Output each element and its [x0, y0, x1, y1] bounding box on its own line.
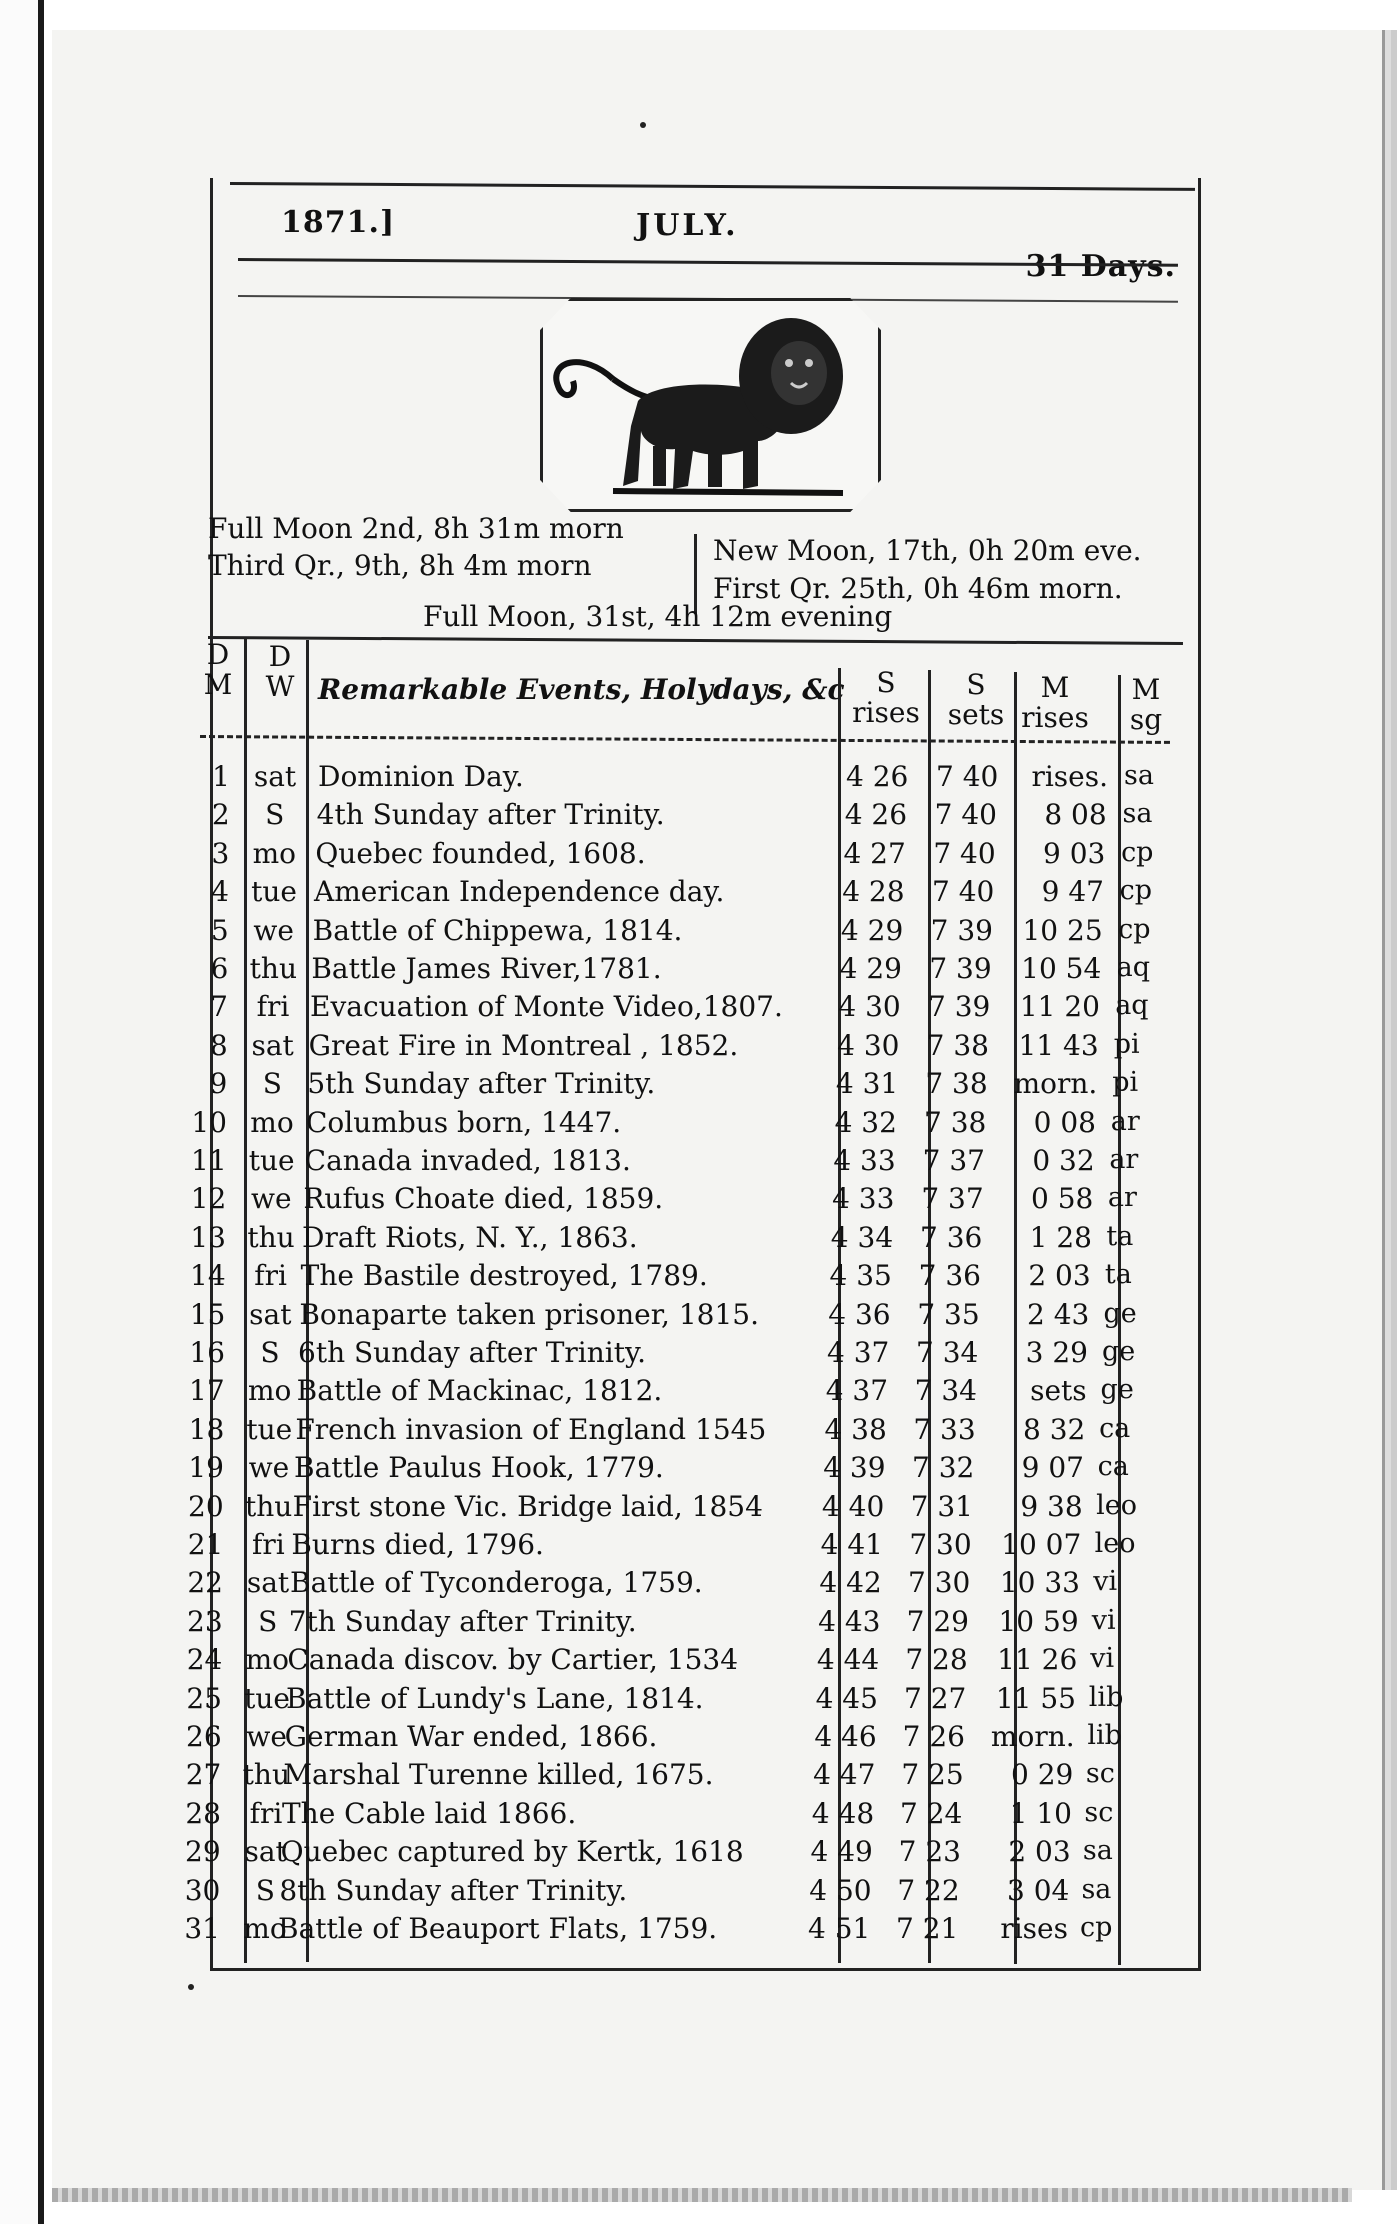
- zodiac-emblem: [540, 298, 881, 512]
- day-of-month: 13: [190, 1220, 226, 1254]
- day-of-week: mo: [250, 1105, 294, 1139]
- sun-sets: 7 31: [910, 1489, 973, 1523]
- sun-sets: 7 38: [925, 1067, 988, 1101]
- moon-rises: 3 04: [1006, 1873, 1070, 1907]
- ink-speck: [188, 1984, 194, 1990]
- sun-rises: 4 50: [809, 1873, 872, 1907]
- day-of-week: sat: [244, 1835, 287, 1869]
- sun-rises: 4 34: [830, 1220, 894, 1254]
- table-row: [0, 1221, 1400, 1258]
- day-of-week: fri: [254, 1259, 287, 1293]
- sun-sets: 7 34: [914, 1374, 977, 1408]
- first-quarter-text: First Qr. 25th, 0h 46m morn.: [713, 572, 1123, 605]
- moon-rises: 8 08: [1044, 798, 1107, 832]
- moon-sign: aq: [1116, 952, 1151, 983]
- sun-rises: 4 30: [838, 990, 901, 1024]
- sun-sets: 7 25: [901, 1758, 964, 1792]
- moon-rises: 1 28: [1029, 1220, 1092, 1254]
- moon-sign: cp: [1119, 875, 1152, 907]
- sun-rises: 4 51: [808, 1912, 871, 1945]
- lion-icon: [543, 301, 878, 509]
- col-ms-bottom: sg: [1129, 703, 1163, 736]
- moon-rises: 10 33: [999, 1566, 1080, 1600]
- col-ss-bottom: sets: [947, 698, 1005, 731]
- day-of-month: 30: [184, 1873, 221, 1907]
- table-row: [0, 1144, 1400, 1181]
- day-of-month: 14: [190, 1259, 226, 1293]
- sun-rises: 4 47: [813, 1758, 876, 1792]
- day-of-month: 19: [188, 1451, 224, 1485]
- col-sun-sets: [936, 670, 1016, 730]
- col-sr-bottom: rises: [852, 696, 920, 729]
- col-moon-sign: [1122, 675, 1170, 735]
- sun-rises: 4 29: [839, 952, 902, 985]
- moon-sign: leo: [1096, 1489, 1137, 1521]
- day-of-week: fri: [249, 1796, 283, 1830]
- sun-sets: 7 39: [929, 952, 992, 985]
- sun-sets: 7 30: [908, 1566, 971, 1600]
- day-of-month: 2: [211, 798, 230, 832]
- moon-sign: sa: [1124, 760, 1154, 791]
- table-row: [0, 952, 1400, 989]
- sun-sets: 7 32: [912, 1451, 975, 1485]
- moon-rises: 2 03: [1008, 1835, 1071, 1869]
- day-of-week: we: [253, 913, 294, 947]
- sun-rises: 4 36: [828, 1297, 891, 1331]
- event-text: Battle James River,1781.: [311, 952, 662, 985]
- table-row: [0, 990, 1400, 1027]
- day-of-week: tue: [251, 875, 297, 909]
- sun-sets: 7 26: [902, 1720, 965, 1753]
- sun-rises: 4 27: [843, 836, 906, 870]
- moon-sign: cp: [1080, 1912, 1113, 1943]
- table-row: [0, 1682, 1400, 1719]
- sun-sets: 7 35: [917, 1297, 980, 1331]
- sun-rises: 4 32: [834, 1105, 897, 1139]
- day-of-week: sat: [246, 1566, 290, 1600]
- moon-rises: 9 38: [1020, 1489, 1083, 1523]
- day-of-week: thu: [247, 1220, 295, 1254]
- sun-sets: 7 37: [922, 1144, 985, 1177]
- page-edge: [52, 2188, 1352, 2202]
- moon-sign: sc: [1085, 1758, 1115, 1790]
- sun-rises: 4 30: [837, 1028, 900, 1062]
- day-of-month: 25: [186, 1681, 222, 1715]
- moon-sign: ge: [1102, 1336, 1136, 1367]
- day-of-month: 7: [210, 990, 228, 1024]
- event-text: Dominion Day.: [318, 760, 524, 793]
- day-of-week: tue: [248, 1144, 295, 1177]
- moon-rises: 0 32: [1032, 1144, 1095, 1177]
- event-text: Canada invaded, 1813.: [304, 1144, 631, 1177]
- sun-rises: 4 43: [818, 1604, 881, 1638]
- day-of-month: 4: [211, 875, 229, 909]
- sun-rises: 4 33: [832, 1182, 895, 1216]
- event-text: German War ended, 1866.: [284, 1720, 658, 1753]
- day-of-week: S: [265, 798, 285, 832]
- event-text: Great Fire in Montreal , 1852.: [308, 1028, 739, 1062]
- moon-rises: 2 43: [1026, 1297, 1090, 1331]
- moon-rises: 11 55: [995, 1681, 1076, 1715]
- moon-sign: ta: [1104, 1259, 1132, 1291]
- sun-sets: 7 38: [924, 1105, 987, 1139]
- sun-sets: 7 34: [916, 1336, 979, 1369]
- moon-sign: ca: [1097, 1451, 1129, 1483]
- sun-rises: 4 33: [833, 1144, 896, 1177]
- day-of-week: mo: [243, 1912, 287, 1945]
- days-count: 31 Days.: [1025, 249, 1176, 284]
- day-of-week: S: [260, 1336, 280, 1369]
- event-text: 7th Sunday after Trinity.: [288, 1604, 637, 1638]
- moon-sign: vi: [1090, 1643, 1115, 1675]
- sun-rises: 4 39: [823, 1451, 886, 1485]
- table-row: [0, 875, 1400, 912]
- moon-rises: rises: [1000, 1912, 1068, 1945]
- col-dm: [200, 640, 236, 700]
- event-text: 4th Sunday after Trinity.: [316, 798, 665, 832]
- event-text: 6th Sunday after Trinity.: [298, 1336, 647, 1369]
- day-of-week: we: [251, 1182, 292, 1216]
- col-dm-top: D: [206, 638, 230, 671]
- event-text: French invasion of England 1545: [295, 1412, 767, 1446]
- sun-sets: 7 23: [898, 1835, 961, 1869]
- table-row: [0, 1720, 1400, 1757]
- moon-rises: 2 03: [1028, 1259, 1091, 1293]
- event-text: Quebec captured by Kertk, 1618: [280, 1835, 744, 1869]
- sun-sets: 7 21: [896, 1912, 959, 1945]
- sun-rises: 4 35: [829, 1259, 892, 1293]
- day-of-week: we: [248, 1451, 290, 1485]
- sun-sets: 7 39: [928, 990, 991, 1024]
- moon-sign: pi: [1113, 1028, 1140, 1060]
- table-row: [0, 1797, 1400, 1834]
- moon-sign: ge: [1100, 1374, 1134, 1406]
- table-row: [0, 1528, 1400, 1565]
- col-mr-top: M: [1040, 671, 1070, 704]
- moon-rises: 11 20: [1019, 990, 1100, 1024]
- table-row: [0, 1566, 1400, 1603]
- event-text: American Independence day.: [314, 875, 725, 909]
- sun-sets: 7 30: [909, 1528, 972, 1561]
- day-of-month: 5: [210, 913, 229, 947]
- event-text: Battle of Chippewa, 1814.: [312, 913, 683, 947]
- day-of-week: sat: [253, 760, 297, 793]
- event-text: The Bastile destroyed, 1789.: [300, 1259, 708, 1293]
- moon-rises: 9 47: [1041, 875, 1104, 909]
- day-of-month: 31: [184, 1912, 220, 1945]
- day-of-month: 23: [187, 1604, 223, 1638]
- event-text: Quebec founded, 1608.: [315, 836, 646, 870]
- table-row: [0, 1067, 1400, 1104]
- table-row: [0, 1259, 1400, 1296]
- moon-rises: 10 07: [1001, 1528, 1082, 1561]
- event-text: Rufus Choate died, 1859.: [303, 1182, 664, 1216]
- table-row: [0, 1029, 1400, 1066]
- moon-sign: vi: [1091, 1604, 1116, 1636]
- event-text: Bonaparte taken prisoner, 1815.: [299, 1297, 759, 1331]
- event-text: Battle of Beauport Flats, 1759.: [278, 1912, 718, 1945]
- moon-sign: aq: [1115, 990, 1149, 1022]
- sun-sets: 7 36: [920, 1220, 983, 1254]
- new-moon-text: New Moon, 17th, 0h 20m eve.: [713, 534, 1142, 567]
- sun-rises: 4 45: [815, 1681, 878, 1715]
- table-row: [0, 1643, 1400, 1680]
- day-of-week: fri: [256, 990, 290, 1024]
- moon-sign: vi: [1093, 1566, 1118, 1598]
- day-of-month: 10: [191, 1105, 227, 1139]
- event-text: Battle Paulus Hook, 1779.: [294, 1451, 664, 1485]
- event-text: Canada discov. by Cartier, 1534: [287, 1643, 739, 1677]
- moon-rises: 10 25: [1022, 913, 1103, 947]
- sun-rises: 4 26: [844, 798, 908, 832]
- event-text: Evacuation of Monte Video,1807.: [310, 990, 783, 1024]
- col-ss-top: S: [966, 668, 986, 701]
- day-of-week: S: [262, 1067, 282, 1101]
- day-of-month: 26: [186, 1720, 222, 1753]
- moon-sign: lib: [1087, 1720, 1122, 1751]
- table-row: [0, 1106, 1400, 1143]
- day-of-week: S: [258, 1604, 278, 1638]
- moon-sign: ar: [1107, 1182, 1137, 1214]
- sun-rises: 4 37: [827, 1336, 890, 1369]
- day-of-month: 24: [186, 1643, 223, 1677]
- sun-rises: 4 48: [811, 1796, 875, 1830]
- moon-sign: sa: [1082, 1835, 1113, 1867]
- event-text: 8th Sunday after Trinity.: [279, 1873, 628, 1907]
- sun-rises: 4 26: [846, 760, 909, 793]
- moon-sign: ca: [1099, 1412, 1131, 1444]
- sun-sets: 7 22: [897, 1873, 960, 1907]
- sun-sets: 7 40: [933, 836, 996, 870]
- day-of-month: 22: [187, 1566, 223, 1600]
- day-of-month: 16: [189, 1336, 225, 1369]
- event-text: Battle of Lundy's Lane, 1814.: [286, 1681, 704, 1715]
- day-of-week: sat: [249, 1297, 292, 1331]
- moon-sign: ta: [1106, 1220, 1134, 1252]
- table-row: [0, 837, 1400, 874]
- sun-sets: 7 40: [934, 798, 997, 832]
- moon-rises: 1 10: [1009, 1796, 1072, 1830]
- moon-rises: rises.: [1031, 760, 1108, 793]
- event-text: The Cable laid 1866.: [282, 1796, 577, 1830]
- moon-rises: 10 59: [998, 1604, 1079, 1638]
- month-header: [236, 205, 1176, 284]
- table-row: [0, 1605, 1400, 1642]
- day-of-month: 18: [188, 1412, 225, 1446]
- day-of-week: mo: [252, 836, 297, 870]
- day-of-month: 27: [185, 1758, 222, 1792]
- moon-rises: sets: [1030, 1374, 1087, 1408]
- sun-sets: 7 33: [913, 1412, 976, 1446]
- day-of-week: tue: [246, 1412, 293, 1446]
- sun-sets: 7 24: [900, 1796, 963, 1830]
- event-text: Battle of Tyconderoga, 1759.: [290, 1566, 703, 1600]
- col-dw: [258, 642, 302, 702]
- moon-sign: sc: [1084, 1796, 1114, 1828]
- third-quarter-text: Third Qr., 9th, 8h 4m morn: [208, 549, 592, 582]
- day-of-month: 21: [187, 1528, 224, 1561]
- table-row: [0, 1374, 1400, 1411]
- event-text: 5th Sunday after Trinity.: [307, 1067, 656, 1101]
- col-mr-bottom: rises: [1021, 701, 1089, 734]
- moon-rises: 11 43: [1018, 1028, 1099, 1062]
- day-of-month: 8: [209, 1028, 228, 1062]
- event-text: Marshal Turenne killed, 1675.: [283, 1758, 714, 1792]
- moon-sign: cp: [1121, 836, 1154, 868]
- moon-sign: leo: [1094, 1528, 1136, 1559]
- sun-sets: 7 38: [926, 1028, 989, 1062]
- event-text: Columbus born, 1447.: [306, 1105, 622, 1139]
- sun-rises: 4 49: [810, 1835, 873, 1869]
- sun-rises: 4 41: [820, 1528, 883, 1561]
- day-of-week: tue: [244, 1681, 290, 1715]
- sun-rises: 4 37: [825, 1374, 889, 1408]
- sun-sets: 7 27: [904, 1681, 967, 1715]
- day-of-month: 15: [189, 1297, 226, 1331]
- moon-rises: morn.: [1013, 1067, 1098, 1101]
- sun-rises: 4 44: [816, 1643, 880, 1677]
- day-of-week: thu: [242, 1758, 290, 1792]
- table-row: [0, 1758, 1400, 1795]
- moon-sign: pi: [1112, 1067, 1139, 1099]
- sun-sets: 7 28: [905, 1643, 968, 1677]
- moon-rises: 0 58: [1030, 1182, 1094, 1216]
- day-of-week: S: [255, 1873, 275, 1907]
- table-row: [0, 1298, 1400, 1335]
- day-of-month: 1: [212, 760, 230, 793]
- day-of-week: mo: [245, 1643, 290, 1677]
- full-moon-text: Full Moon 2nd, 8h 31m morn: [208, 512, 624, 545]
- day-of-month: 20: [188, 1489, 224, 1523]
- day-of-month: 28: [185, 1796, 221, 1830]
- sun-sets: 7 39: [930, 913, 993, 947]
- ink-speck: [640, 122, 646, 128]
- day-of-week: thu: [249, 952, 297, 985]
- day-of-week: fri: [251, 1528, 285, 1561]
- day-of-week: thu: [244, 1489, 293, 1523]
- day-of-month: 12: [190, 1182, 227, 1216]
- table-row: [0, 1182, 1400, 1219]
- table-row: [0, 1874, 1400, 1911]
- moon-rises: 9 03: [1042, 836, 1106, 870]
- sun-rises: 4 31: [835, 1067, 899, 1101]
- moon-rises: 0 29: [1010, 1758, 1074, 1792]
- col-sun-rises: [846, 668, 926, 728]
- moon-sign: sa: [1122, 798, 1153, 830]
- day-of-month: 3: [211, 836, 230, 870]
- day-of-month: 11: [191, 1144, 227, 1177]
- table-row: [0, 1451, 1400, 1488]
- year-label: 1871.]: [281, 205, 396, 240]
- moon-sign: ge: [1103, 1297, 1137, 1329]
- table-row: [0, 1336, 1400, 1373]
- sun-rises: 4 28: [842, 875, 905, 909]
- event-text: Burns died, 1796.: [291, 1528, 544, 1561]
- table-row: [0, 1490, 1400, 1527]
- month-title: JULY.: [636, 208, 739, 243]
- moon-rises: 9 07: [1021, 1451, 1084, 1485]
- moon-sign: lib: [1088, 1681, 1124, 1713]
- moon-sign: ar: [1109, 1144, 1139, 1175]
- day-of-month: 29: [185, 1835, 221, 1869]
- table-row: [0, 760, 1400, 797]
- sun-sets: 7 36: [918, 1259, 981, 1293]
- sun-sets: 7 37: [921, 1182, 984, 1216]
- moon-phases: [208, 510, 1198, 640]
- day-of-month: 17: [189, 1374, 225, 1408]
- moon-rises: morn.: [990, 1720, 1075, 1753]
- full-moon-2-text: Full Moon, 31st, 4h 12m evening: [423, 600, 893, 633]
- sun-rises: 4 40: [821, 1489, 885, 1523]
- sun-rises: 4 42: [819, 1566, 882, 1600]
- sun-sets: 7 40: [936, 760, 999, 793]
- event-text: First stone Vic. Bridge laid, 1854: [292, 1489, 763, 1523]
- col-dw-bottom: W: [265, 670, 295, 703]
- moon-sign: cp: [1118, 913, 1151, 945]
- col-sr-top: S: [876, 666, 896, 699]
- event-text: Battle of Mackinac, 1812.: [296, 1374, 663, 1408]
- sun-sets: 7 29: [906, 1604, 969, 1638]
- table-row: [0, 798, 1400, 835]
- day-of-week: mo: [247, 1374, 292, 1408]
- moon-rises: 0 08: [1033, 1105, 1096, 1139]
- moon-sign: sa: [1081, 1873, 1112, 1905]
- table-row: [0, 914, 1400, 951]
- moon-sign: ar: [1110, 1105, 1140, 1137]
- moon-rises: 10 54: [1021, 952, 1102, 985]
- table-row: [0, 1912, 1400, 1949]
- col-ms-top: M: [1131, 673, 1161, 706]
- sun-sets: 7 40: [932, 875, 995, 909]
- day-of-week: we: [246, 1720, 287, 1753]
- moon-rises: 8 32: [1022, 1412, 1086, 1446]
- day-of-month: 6: [210, 952, 229, 985]
- moon-rises: 3 29: [1025, 1336, 1088, 1369]
- day-of-month: 9: [209, 1067, 228, 1101]
- sun-rises: 4 29: [840, 913, 904, 947]
- sun-rises: 4 46: [814, 1720, 877, 1753]
- event-text: Draft Riots, N. Y., 1863.: [302, 1220, 638, 1254]
- table-row: [0, 1413, 1400, 1450]
- col-moon-rises: [1010, 673, 1100, 733]
- col-dw-top: D: [268, 640, 292, 673]
- col-events: Remarkable Events, Holydays, &c: [318, 673, 845, 706]
- moon-rises: 11 26: [997, 1643, 1078, 1677]
- table-row: [0, 1835, 1400, 1872]
- sun-rises: 4 38: [824, 1412, 887, 1446]
- col-dm-bottom: M: [203, 668, 233, 701]
- day-of-week: sat: [251, 1028, 294, 1062]
